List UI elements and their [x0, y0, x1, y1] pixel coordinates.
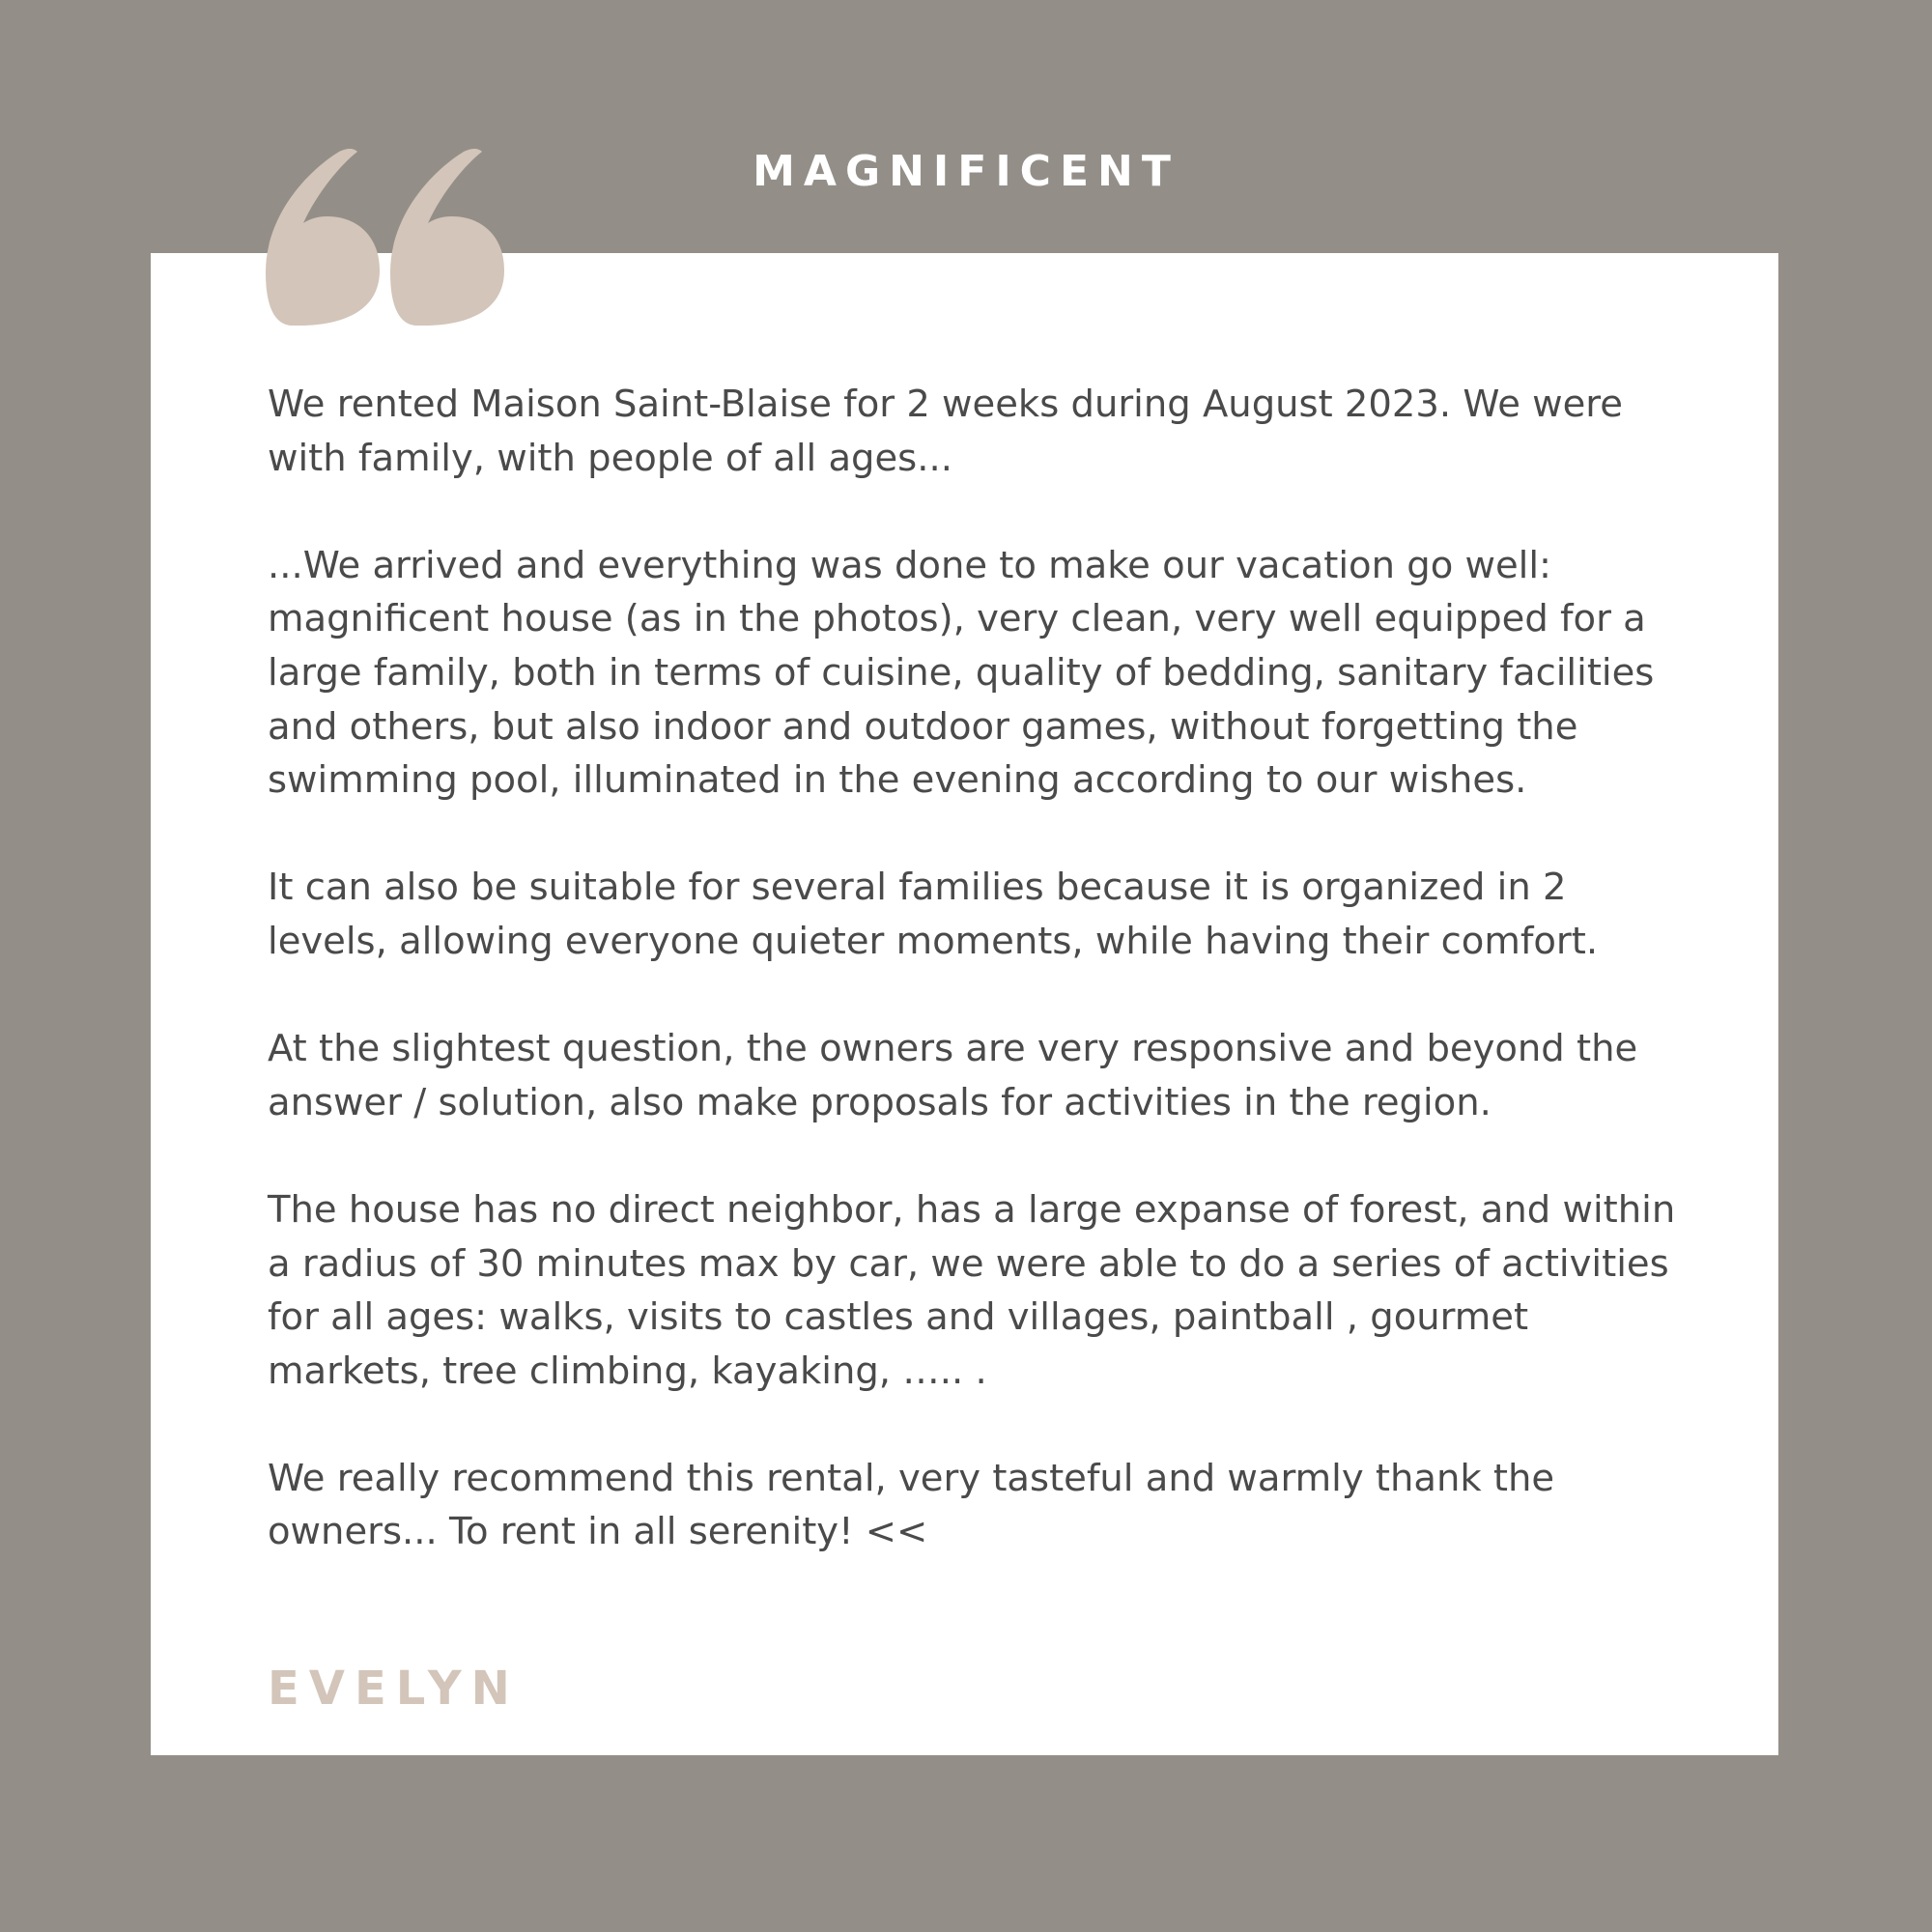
quote-icon — [266, 147, 507, 326]
review-paragraph: At the slightest question, the owners are very responsive and beyond the answer / solution, also make proposals for activities in the region. — [268, 1027, 1638, 1124]
review-paragraph: ...We arrived and everything was done to make our vacation go well: magnificent house (as in the photos), very clean, very well equipped for a large family, both in terms of cuisine, quality of bedding, sanitary facilities and others, but also indoor and outdoor games, without forgetting the swimming pool, illuminated in the evening according to our wishes. — [268, 543, 1655, 803]
review-paragraph: It can also be suitable for several families because it is organized in 2 levels, allowing everyone quieter moments, while having their comfort. — [268, 866, 1599, 963]
page-title: MAGNIFICENT — [753, 147, 1179, 196]
review-text — [268, 378, 1688, 1559]
review-paragraph: The house has no direct neighbor, has a large expanse of forest, and within a radius of 30 minutes max by car, we were able to do a series of activities for all ages: walks, visits to castles and villages, paintball , gourmet markets, tree climbing, kayaking, ….. . — [268, 1187, 1676, 1393]
review-paragraph: We rented Maison Saint-Blaise for 2 weeks during August 2023. We were with family, with people of all ages... — [268, 383, 1623, 480]
author-name: EVELYN — [268, 1662, 520, 1716]
review-paragraph: We really recommend this rental, very tasteful and warmly thank the owners... To rent in all serenity! << — [268, 1456, 1555, 1554]
